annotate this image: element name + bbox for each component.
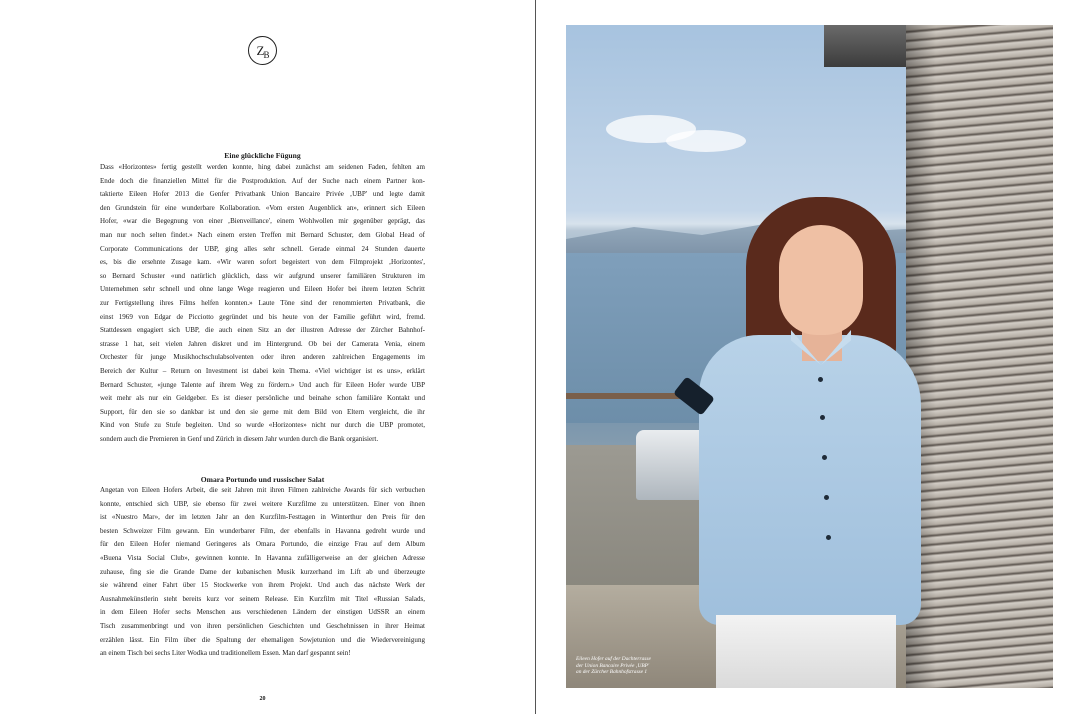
text-line: Support, für den sie so dankbar ist und den sie gerne mit dem Bild von Eltern vergleicht, die ihr [100,407,425,416]
text-line: Bernard Schuster, «junge Talente auf ihrem Weg zu fördern.» Und auch für Eileen Hofer wurde UBP [100,380,425,389]
text-line: Unternehmen sehr schnell und ohne lange Wege reagieren und Eileen Hofer bei ihrem letzten Schritt [100,285,425,294]
text-line: strasse 1 hat, seit vielen Jahren diskret und im Hintergrund. Ob bei der Camerata Venia, einem [100,339,425,348]
text-line: man nur noch selten findet.» Nach einem ersten Treffen mit Bernard Schuster, dem Global Head of [100,230,425,239]
text-line: den Grundstein für eine wunderbare Kollaboration. «Vom ersten Augenblick an», erinnert sich Eileen [100,203,425,212]
text-line: Kind von Stufe zu Stufe begleiten. Und so wurde «Horizontes» nicht nur durch die UBP promotet, [100,421,425,430]
face [779,225,863,335]
shirt-button [824,495,829,500]
text-line: sondern auch die Premieren in Genf und Zürich in diesem Jahr wurden durch die Bank organisiert. [100,434,379,443]
text-line: taktierte Eileen Hofer 2013 die Genfer Privatbank Union Bancaire Privée ‚UBP' und legte damit [100,190,425,199]
text-line: besten Schweizer Film gewann. Ein wunderbarer Film, der ebenfalls in Havanna gedreht wurde und [100,526,425,535]
text-line: Stattdessen engagiert sich UBP, die auch einen Sitz an der illustren Adresse der Zürcher Bahnhof- [100,326,425,335]
section-heading-2: Omara Portundo und russischer Salat [200,475,325,484]
shirt-button [822,455,827,460]
text-line: konnte, entschied sich UBP, sie ebenso für zwei weitere Kurzfilme zu unterstützen. Einer von ihnen [100,499,425,508]
text-line: weit mehr als nur ein Geldgeber. Es ist dieser persönliche und beinahe schon familiäre Kontakt und [100,394,425,403]
logo-letter-b: B [263,50,269,60]
text-line: Tisch zusammenbringt und von ihren persönlichen Geschichten und Geschehnissen in ihrer Heimat [100,621,425,630]
photo-caption [576,656,696,676]
text-line: Dass «Horizontes» fertig gestellt werden konnte, hing dabei zunächst am seidenen Faden, fehlten am [100,163,425,171]
text-line: ist «Nuestro Mar», der im letzten Jahr an den Kurzfilm-Festtagen in Winterthur den Preis für den [100,513,425,522]
section-heading-1: Eine glückliche Fügung [224,151,301,160]
left-page [0,0,535,714]
text-line: Ende doch die finanziellen Mittel für die Postproduktion. Auf der Suche nach einem Partner kon- [100,176,425,185]
shirt-button [818,377,823,382]
shirt [699,335,921,625]
body-paragraph-1 [100,161,425,446]
white-trousers [716,615,896,688]
text-line: sie während einer Fahrt über 15 Stockwerke von ihrem Projekt. Und auch das nächste Werk der [100,581,425,590]
text-line: an einem Tisch bei sechs Liter Wodka und traditionellem Essen. Man darf gespannt sein! [100,649,351,658]
text-line: Corporate Communications der UBP, ging alles sehr schnell. Gerade einmal 24 Stunden dauerte [100,244,425,253]
text-line: zur Fertigstellung ihres Films helfen konnten.» Laute Töne sind der renommierten Privatbank, die [100,298,425,307]
shirt-button [826,535,831,540]
caption-line: der Union Bancaire Privée ‚UBP' [576,662,650,669]
text-line: «Buena Vista Social Club», gewinnen konnte. In Havanna zufälligerweise an der gleichen Adresse [100,553,425,562]
caption-line: an der Zürcher Bahnhofstrasse 1 [576,669,648,676]
logo-letter-z: Z [256,43,264,58]
shirt-button [820,415,825,420]
page-number: 20 [259,696,266,702]
text-line: einst 1969 von Edgar de Picciotto gegründet und bis heute von der Familie geführt wird, fremd. [100,312,425,321]
portrait-photo [566,25,1053,688]
cloud [666,130,746,152]
text-line: erzählen lässt. Ein Film über die Spaltung der ehemaligen Sowjetunion und die Wiedervereinigung [100,635,425,644]
text-line: in dem Eileen Hofer sechs Menschen aus verschiedenen Ländern der einstigen UdSSR an einem [100,608,425,617]
text-line: so Bernard Schuster «und natürlich glücklich, dass wir aufgrund unserer familiären Strukturen im [100,271,425,280]
text-line: Orchester für junge Musikhochschulabsolventen oder ihren anderen zahlreichen Engagements im [100,353,425,362]
text-line: es, bis die ersehnte Zusage kam. «Wir waren sofort begeistert von dem Filmprojekt ‚Horizontes', [100,258,425,267]
body-paragraph-2 [100,484,425,661]
text-line: Ausnahmekünstlerin steht bereits kurz vor seinem Release. Ein Kurzfilm mit Titel «Russian Salads, [100,594,425,603]
text-line: zuhause, fing sie die Grande Dame der kubanischen Musik kurzerhand im Lift ab und überzeugte [100,567,425,576]
zb-logo [248,36,277,65]
text-line: Angetan von Eileen Hofers Arbeit, die seit Jahren mit ihren Filmen zahlreiche Awards für sich verbuchen [100,486,425,494]
text-line: Bereich der Kultur – Return on Investment ist dabei kein Thema. «Viel wichtiger ist es uns», erklärt [100,366,425,375]
text-line: für den Eileen Hofer niemand Geringeres als Omara Portundo, die einzige Frau auf dem Album [100,540,425,549]
caption-line: Eileen Hofer auf der Dachterrasse [576,656,651,662]
text-line: Hofer, «war die Begegnung von einer ‚Bienveillance', einem Wohlwollen mir gegenüber geprägt, das [100,217,425,226]
